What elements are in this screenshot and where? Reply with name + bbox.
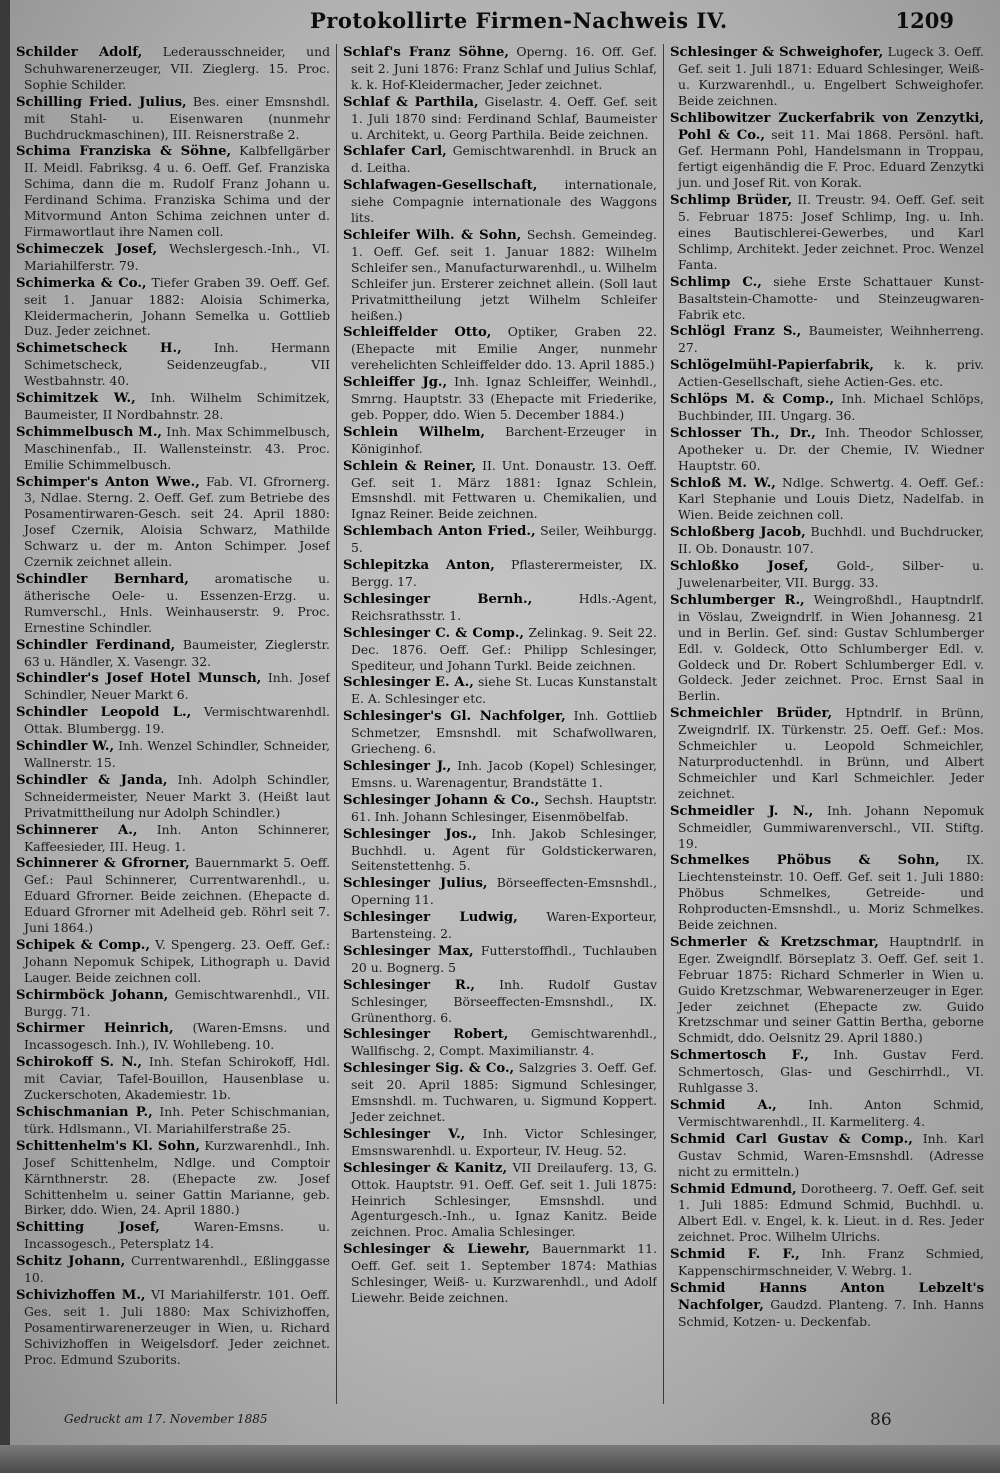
firm-name: Schmid F. F., <box>670 1247 800 1263</box>
firm-details: II. Unt. Donaustr. 13. Oeff. Gef. seit 1. März 1881: Ignaz Schlein, Emsnshdl. mit Fettwaren u. Chemikalien, und Ignaz Reiner. Beide zeichnen. <box>351 457 657 522</box>
directory-entry <box>16 571 330 636</box>
firm-name: Schipek & Comp., <box>16 937 150 953</box>
directory-entry <box>16 987 330 1020</box>
firm-name: Schloßberg Jacob, <box>670 525 806 541</box>
firm-name: Schloß M. W., <box>670 475 776 491</box>
firm-details: Gemischtwarenhdl. in Bruck an d. Leitha. <box>351 143 657 176</box>
directory-entry <box>670 1097 984 1130</box>
firm-details: Hdls.-Agent, Reichsrathsstr. 1. <box>351 590 657 623</box>
firm-name: Schindler & Janda, <box>16 772 168 788</box>
firm-name: Schinnerer & Gfrorner, <box>16 856 190 872</box>
firm-name: Schindler Leopold L., <box>16 705 192 721</box>
column-divider <box>663 44 664 1404</box>
firm-details: Inh. Franz Schmied, Kappenschirmschneider, V. Webrg. 1. <box>678 1246 984 1279</box>
directory-entry <box>343 708 657 757</box>
firm-name: Schmelkes Phöbus & Sohn, <box>670 853 940 869</box>
firm-name: Schlesinger E. A., <box>343 675 474 691</box>
firm-details: siehe Erste Schattauer Kunst-Basaltstein-Chamotte- und Steinzeugwaren-Fabrik etc. <box>678 273 984 322</box>
directory-entry <box>343 227 657 323</box>
firm-details: Zelinkag. 9. Seit 22. Dec. 1876. Oeff. Gef.: Philipp Schlesinger, Spediteur, und Johann Turkl. Beide zeichnen. <box>351 624 657 673</box>
firm-details: Seiler, Weihburgg. 5. <box>351 523 657 556</box>
firm-name: Schindler W., <box>16 739 115 755</box>
firm-details: Inh. Wilhelm Schimitzek, Baumeister, II Nordbahnstr. 28. <box>24 390 330 422</box>
directory-entry <box>343 977 657 1026</box>
firm-details: II. Treustr. 94. Oeff. Gef. seit 5. Februar 1875: Josef Schlimp, Ing. u. Inh. eines Bautischlerei-Gewerbes, und Karl Schlimp, Architekt. Jeder zeichnet. Proc. Wenzel Fanta. <box>678 192 984 272</box>
firm-details: Salzgries 3. Oeff. Gef. seit 20. April 1885: Sigmund Schlesinger, Emsnshdl. m. Tuchwaren, u. Sigmund Koppert. Jeder zeichnet. <box>351 1060 657 1124</box>
firm-details: Inh. Max Schimmelbusch, Maschinenfab., II. Wallensteinstr. 43. Proc. Emilie Schimmelbusch. <box>24 423 330 472</box>
firm-details: VI Mariahilferstr. 101. Oeff. Ges. seit 1. Juli 1880: Max Schivizhoffen, Posamentirwarenerzeuger in Wien, u. Richard Schivizhoffen in Weigelsdorf. Jeder zeichnet. Proc. Edmund Szuborits. <box>24 1286 330 1367</box>
firm-details: Inh. Anton Schinnerer, Kaffeesieder, III. Heug. 1. <box>24 821 330 854</box>
firm-details: seit 11. Mai 1868. Persönl. haft. Gef. Hermann Pohl, Handelsmann in Troppau, fertigt eigenhändig die F. Proc. Eduard Zenzytki jun. und Josef Rit. von Korak. <box>678 126 984 191</box>
directory-entry <box>670 934 984 1046</box>
directory-entry <box>16 1104 330 1137</box>
firm-name: Schmid Carl Gustav & Comp., <box>670 1131 913 1147</box>
directory-entry <box>16 44 330 93</box>
firm-name: Schmid Hanns Anton Lebzelt's Nachfolger, <box>670 1280 984 1313</box>
directory-entry <box>343 177 657 226</box>
firm-details: Inh. Jakob Schlesinger, Buchhdl. u. Agent für Goldstickerwaren, Seitenstettenhg. 5. <box>351 825 657 874</box>
print-date: Gedruckt am 17. November 1885 <box>64 1412 268 1426</box>
firm-details: internationale, siehe Compagnie internationale des Waggons lits. <box>351 177 657 226</box>
firm-name: Schlesinger Bernh., <box>343 591 533 607</box>
firm-details: Tiefer Graben 39. Oeff. Gef. seit 1. Januar 1882: Aloisia Schimerka, Kleidermacherin, Johann Semelka u. Gottlieb Duz. Jeder zeichnet. <box>24 274 330 339</box>
firm-name: Schlesinger Julius, <box>343 876 488 892</box>
firm-details: Inh. Anton Schmid, Vermischtwarenhdl., II. Karmeliterg. 4. <box>678 1097 984 1129</box>
directory-entry <box>343 374 657 423</box>
firm-details: Inh. Gustav Ferd. Schmertosch, Glas- und Geschirrhdl., VI. Ruhlgasse 3. <box>678 1047 984 1096</box>
firm-name: Schitting Josef, <box>16 1220 160 1236</box>
firm-details: Lederausschneider, und Schuhwarenerzeuger, VII. Zieglerg. 15. Proc. Sophie Schilder. <box>24 44 330 92</box>
directory-entry <box>343 674 657 707</box>
firm-details: Bes. einer Emsnshdl. mit Stahl- u. Eisenwaren (nunmehr Buchdruckmaschinen), III. Reisnerstraße 2. <box>24 93 330 142</box>
directory-entry <box>343 458 657 523</box>
directory-entry <box>343 1026 657 1059</box>
firm-name: Schlaf & Parthila, <box>343 94 479 110</box>
column-3 <box>670 44 984 1404</box>
directory-entry <box>16 1219 330 1252</box>
directory-entry <box>16 855 330 936</box>
firm-details: Gold-, Silber- u. Juwelenarbeiter, VII. Burgg. 33. <box>678 558 984 590</box>
firm-name: Schlögl Franz S., <box>670 324 802 340</box>
firm-name: Schima Franziska & Söhne, <box>16 144 232 160</box>
directory-entry <box>343 143 657 176</box>
firm-details: Inh. Victor Schlesinger, Emsnswarenhdl. u. Exporteur, IV. Heug. 52. <box>351 1125 657 1158</box>
directory-entry <box>343 1060 657 1125</box>
firm-name: Schlesinger C. & Comp., <box>343 625 525 641</box>
directory-entry <box>670 1280 984 1330</box>
firm-name: Schirokoff S. N., <box>16 1055 142 1071</box>
firm-details: IX. Liechtensteinstr. 10. Oeff. Gef. seit 1. Juli 1880: Phöbus Schmelkes, Getreide- und Rohproducten-Emsnshdl., u. Moriz Schmelkes. Beide zeichnen. <box>678 852 984 933</box>
firm-name: Schitz Johann, <box>16 1254 126 1270</box>
firm-name: Schindler Bernhard, <box>16 572 189 587</box>
page-header <box>0 6 1000 40</box>
directory-entry <box>16 1253 330 1286</box>
firm-name: Schloßko Josef, <box>670 559 809 575</box>
firm-name: Schlaf's Franz Söhne, <box>343 45 509 60</box>
firm-details: Kalbfellgärber II. Meidl. Fabriksg. 4 u. 6. Oeff. Gef. Franziska Schima, dann die m. Rudolf Franz Johann u. Ferdinand Schima. Franziska Schima und der Mitvormund Anton Schima zeichnen unter d. Firmawortlaut ihre Namen coll. <box>24 143 330 239</box>
directory-entry <box>343 94 657 143</box>
firm-details: Inh. Rudolf Gustav Schlesinger, Börseeffecten-Emsnshdl., IX. Grünenthorg. 6. <box>351 976 657 1025</box>
directory-entry <box>670 44 984 109</box>
firm-name: Schlafer Carl, <box>343 144 447 160</box>
firm-name: Schilder Adolf, <box>16 45 143 60</box>
firm-name: Schlesinger & Kanitz, <box>343 1160 508 1176</box>
directory-entry <box>670 274 984 323</box>
firm-name: Schmid Edmund, <box>670 1181 797 1197</box>
firm-name: Schittenhelm's Kl. Sohn, <box>16 1138 200 1154</box>
directory-entry <box>670 1047 984 1096</box>
directory-entry <box>16 1054 330 1103</box>
directory-entry <box>16 474 330 570</box>
firm-details: Giselastr. 4. Oeff. Gef. seit 1. Juli 1870 sind: Ferdinand Schlaf, Baumeister u. Architekt, u. Georg Parthila. Beide zeichnen. <box>351 93 657 142</box>
column-divider <box>336 44 337 1404</box>
firm-details: Barchent-Erzeuger in Königinhof. <box>351 423 657 456</box>
firm-details: Hptndrlf. in Brünn, Zweigndrlf. IX. Türkenstr. 25. Oeff. Gef.: Mos. Schmeichler u. Leopold Schmeichler, Naturproductenhdl. in Brünn, und Albert Schmeichler und Karl Schmeichler. Jeder zeichnet. <box>678 705 984 801</box>
firm-name: Schlepitzka Anton, <box>343 558 495 574</box>
firm-name: Schlesinger V., <box>343 1126 466 1142</box>
firm-name: Schlesinger Max, <box>343 943 474 959</box>
directory-entry <box>343 625 657 674</box>
firm-name: Schmertosch F., <box>670 1048 809 1064</box>
firm-name: Schlöps M. & Comp., <box>670 392 835 408</box>
firm-name: Schlesinger R., <box>343 977 476 993</box>
firm-name: Schlesinger Ludwig, <box>343 910 518 926</box>
directory-entry <box>670 524 984 557</box>
firm-details: Inh. Adolph Schindler, Schneidermeister, Neuer Markt 3. (Heißt laut Privatmittheilung nur Adolph Schindler.) <box>24 771 330 820</box>
firm-details: Sechsh. Gemeindeg. 1. Oeff. Gef. seit 1. Januar 1882: Wilhelm Schleifer sen., Manufacturwarenhdl., u. Wilhelm Schleifer jun. Ersterer zeichnet allein. (Soll laut Privatmittheilung jetzt Wilhelm Schleifer heißen.) <box>351 226 657 323</box>
firm-name: Schlesinger Sig. & Co., <box>343 1061 515 1077</box>
directory-entry <box>670 357 984 390</box>
firm-details: Dorotheerg. 7. Oeff. Gef. seit 1. Juli 1885: Edmund Schmid, Buchhdl. u. Albert Edl. v. Engel, k. k. Lieut. in d. Res. Jeder zeichnet. Proc. Wilhelm Ulrichs. <box>678 1180 984 1245</box>
firm-name: Schlesinger's Gl. Nachfolger, <box>343 709 566 725</box>
firm-details: Inh. Stefan Schirokoff, Hdl. mit Caviar, Tafel-Bouillon, Hausenblase u. Zuckerschoten, Akademiestr. 1b. <box>24 1054 330 1103</box>
firm-name: Schirmböck Johann, <box>16 987 169 1003</box>
directory-entry <box>16 738 330 771</box>
directory-entry <box>343 1241 657 1306</box>
directory-entry <box>343 792 657 825</box>
firm-details: Gaudzd. Planteng. 7. Inh. Hanns Schmid, Kotzen- u. Deckenfab. <box>678 1296 984 1329</box>
directory-entry <box>16 241 330 274</box>
directory-entry <box>670 1246 984 1279</box>
directory-entry <box>343 943 657 976</box>
firm-details: Lugeck 3. Oeff. Gef. seit 1. Juli 1871: Eduard Schlesinger, Weiß- u. Kurzwarenhdl., u. Engelbert Schweighofer. Beide zeichnen. <box>678 44 984 108</box>
directory-entry <box>16 704 330 737</box>
directory-entry <box>16 94 330 143</box>
firm-details: Inh. Peter Schischmanian, türk. Hdlsmann., VI. Mariahilferstraße 25. <box>24 1104 330 1136</box>
firm-name: Schimeczek Josef, <box>16 241 158 257</box>
directory-entry <box>16 1138 330 1219</box>
firm-name: Schlögelmühl-Papierfabrik, <box>670 358 874 374</box>
directory-entry <box>670 391 984 424</box>
directory-entry <box>670 110 984 192</box>
firm-name: Schimerka & Co., <box>16 275 147 291</box>
firm-name: Schmeichler Brüder, <box>670 706 833 722</box>
page-edge <box>0 0 10 1473</box>
firm-details: Inh. Wenzel Schindler, Schneider, Wallnerstr. 15. <box>24 738 330 770</box>
columns-container <box>16 44 984 1404</box>
firm-details: Waren-Exporteur, Bartensteing. 2. <box>351 909 657 942</box>
firm-details: Operng. 16. Off. Gef. seit 2. Juni 1876: Franz Schlaf und Julius Schlaf, k. k. Hof-Kleidermacher, Jeder zeichnet. <box>351 44 657 92</box>
firm-name: Schimmelbusch M., <box>16 424 163 440</box>
firm-details: Fab. VI. Gfrornerg. 3, Ndlae. Sterng. 2. Oeff. Gef. zum Betriebe des Posamentirwaren-Gesch. seit 24. April 1880: Josef Czernik, Aloisia Schwarz, Mathilde Schwarz u. der m. Anton Schimper. Josef Czernik zeichnet allein. <box>24 473 330 570</box>
directory-entry <box>670 803 984 852</box>
directory-entry <box>16 275 330 340</box>
directory-entry <box>670 475 984 524</box>
firm-name: Schlein & Reiner, <box>343 458 477 474</box>
directory-entry <box>343 424 657 457</box>
firm-name: Schlesinger & Schweighofer, <box>670 45 884 60</box>
firm-details: Optiker, Graben 22. (Ehepacte mit Emilie Anger, nunmehr verehelichten Schleiffelder ddo. 13. April 1885.) <box>351 324 657 373</box>
firm-name: Schlibowitzer Zuckerfabrik von Zenzytki, Pohl & Co., <box>670 110 984 143</box>
directory-entry <box>343 1126 657 1159</box>
firm-details: Waren-Emsns. u. Incassogesch., Petersplatz 14. <box>24 1219 330 1252</box>
firm-name: Schinnerer A., <box>16 822 138 838</box>
page-title: Protokollirte Firmen-Nachweis IV. <box>310 8 728 33</box>
firm-details: Börseeffecten-Emsnshdl., Operning 11. <box>351 875 657 908</box>
firm-details: Futterstoffhdl., Tuchlauben 20 u. Bognerg. 5 <box>351 942 657 975</box>
directory-entry <box>670 1131 984 1180</box>
firm-details: Currentwarenhdl., Eßlinggasse 10. <box>24 1253 330 1286</box>
directory-entry <box>16 637 330 670</box>
directory-entry <box>670 592 984 704</box>
firm-details: Wechslergesch.-Inh., VI. Mariahilferstr. 79. <box>24 240 330 273</box>
firm-name: Schimitzek W., <box>16 391 136 407</box>
firm-details: Inh. Johann Nepomuk Schmeidler, Gummiwarenverschl., VII. Stiftg. 19. <box>678 802 984 851</box>
firm-name: Schmeidler J. N., <box>670 803 814 819</box>
firm-details: Kurzwarenhdl., Inh. Josef Schittenhelm, Ndlge. und Comptoir Kärnthnerstr. 28. (Ehepacte zw. Josef Schittenhelm u. seiner Gattin Marianne, geb. Birker, ddo. Wien, 24. April 1880.) <box>24 1137 330 1218</box>
firm-name: Schirmer Heinrich, <box>16 1021 174 1037</box>
firm-name: Schischmanian P., <box>16 1105 153 1120</box>
firm-details: Inh. Karl Gustav Schmid, Waren-Emsnshdl. (Adresse nicht zu ermitteln.) <box>678 1130 984 1179</box>
directory-entry <box>343 826 657 875</box>
firm-name: Schlesinger Jos., <box>343 826 477 842</box>
firm-details: Sechsh. Hauptstr. 61. Inh. Johann Schlesinger, Eisenmöbelfab. <box>351 791 657 824</box>
firm-name: Schlesinger & Liewehr, <box>343 1242 530 1258</box>
firm-name: Schlafwagen-Gesellschaft, <box>343 178 538 194</box>
firm-details: Buchhdl. und Buchdrucker, II. Ob. Donaustr. 107. <box>678 524 984 557</box>
firm-details: Bauernmarkt 5. Oeff. Gef.: Paul Schinnerer, Currentwarenhdl., u. Eduard Gfrorner. Beide zeichnen. (Ehepacte d. Eduard Gfrorner mit Adelheid geb. Röhrl seit 7. Juni 1864.) <box>24 855 330 936</box>
scan-bottom-edge <box>0 1445 1000 1473</box>
signature-mark: 86 <box>870 1410 892 1430</box>
firm-name: Schlesinger J., <box>343 758 452 774</box>
firm-details: Weingroßhdl., Hauptndrlf. in Vöslau, Zweigndrlf. in Wien Johannesg. 21 und in Berlin. Gef. sind: Gustav Schlumberger Edl. v. Goldeck, Otto Schlumberger Edl. v. Goldeck und Dr. Robert Schlumberger Edl. v. Goldeck. Jeder zeichnet. Proc. Ernst Saal in Berlin. <box>678 591 984 704</box>
directory-entry <box>343 523 657 556</box>
firm-details: Inh. Ignaz Schleiffer, Weinhdl., Smrng. Hauptstr. 33 (Ehepacte mit Friederike, geb. Popper, ddo. Wien 5. December 1884.) <box>351 374 657 422</box>
firm-name: Schilling Fried. Julius, <box>16 94 187 110</box>
directory-entry <box>16 822 330 855</box>
firm-details: Inh. Jacob (Kopel) Schlesinger, Emsns. u. Warenagentur, Brandstätte 1. <box>351 757 657 790</box>
directory-entry <box>343 909 657 942</box>
firm-details: Bauernmarkt 11. Oeff. Gef. seit 1. September 1874: Mathias Schlesinger, Weiß- u. Kurzwarenhdl., und Adolf Liewehr. Beide zeichnen. <box>351 1241 657 1305</box>
directory-entry <box>343 758 657 791</box>
firm-name: Schindler's Josef Hotel Munsch, <box>16 671 262 687</box>
directory-entry <box>16 772 330 821</box>
firm-name: Schimetscheck H., <box>16 341 182 357</box>
firm-name: Schlembach Anton Fried., <box>343 524 536 540</box>
firm-details: Inh. Michael Schlöps, Buchbinder, III. Ungarg. 36. <box>678 391 984 423</box>
column-1 <box>16 44 330 1404</box>
directory-entry <box>16 1020 330 1053</box>
firm-name: Schleiffelder Otto, <box>343 325 492 341</box>
firm-details: siehe St. Lucas Kunstanstalt E. A. Schlesinger etc. <box>351 674 657 707</box>
firm-name: Schleifer Wilh. & Sohn, <box>343 227 522 243</box>
directory-entry <box>16 340 330 389</box>
directory-entry <box>343 875 657 908</box>
firm-name: Schmerler & Kretzschmar, <box>670 934 879 950</box>
directory-entry <box>670 425 984 474</box>
firm-name: Schimper's Anton Wwe., <box>16 474 200 490</box>
directory-entry <box>343 324 657 373</box>
column-2 <box>343 44 657 1404</box>
firm-name: Schmid A., <box>670 1098 777 1113</box>
firm-details: Inh. Josef Schindler, Neuer Markt 6. <box>24 670 330 703</box>
firm-details: VII Dreilauferg. 13, G. Ottok. Hauptstr. 91. Oeff. Gef. seit 1. Juli 1875: Heinrich Schlesinger, Emsnshdl. und Agenturgesch.-Inh., u. Ignaz Kanitz. Beide zeichnen. Proc. Amalia Schlesinger. <box>351 1159 657 1240</box>
firm-name: Schivizhoffen M., <box>16 1287 146 1303</box>
firm-details: Inh. Theodor Schlosser, Apotheker u. Dr. der Chemie, IV. Wiedner Hauptstr. 60. <box>678 424 984 473</box>
firm-name: Schlein Wilhelm, <box>343 424 486 440</box>
directory-entry <box>16 937 330 986</box>
firm-details: Inh. Hermann Schimetscheck, Seidenzeugfab., VII Westbahnstr. 40. <box>24 340 330 389</box>
firm-details: Gemischtwarenhdl., VII. Burgg. 71. <box>24 986 330 1019</box>
directory-entry <box>670 852 984 933</box>
directory-entry <box>670 323 984 356</box>
firm-details: Gemischtwarenhdl., Wallfischg. 2, Compt. Maximilianstr. 4. <box>351 1026 657 1059</box>
firm-name: Schlimp Brüder, <box>670 193 793 209</box>
directory-entry <box>670 558 984 591</box>
page-footer <box>0 1410 1000 1440</box>
directory-entry <box>670 192 984 273</box>
page-number: 1209 <box>895 8 954 33</box>
firm-details: Baumeister, Zieglerstr. 63 u. Händler, X. Vasengr. 32. <box>24 636 330 669</box>
firm-details: Vermischtwarenhdl. Ottak. Blumbergg. 19. <box>24 704 330 737</box>
firm-details: V. Spengerg. 23. Oeff. Gef.: Johann Nepomuk Schipek, Lithograph u. David Lauger. Beide zeichnen coll. <box>24 936 330 985</box>
firm-name: Schlesinger Robert, <box>343 1027 509 1043</box>
firm-details: k. k. priv. Actien-Gesellschaft, siehe Actien-Ges. etc. <box>678 357 984 390</box>
directory-entry <box>670 1181 984 1246</box>
directory-entry <box>343 44 657 93</box>
firm-name: Schleiffer Jg., <box>343 375 448 391</box>
firm-details: Hauptndrlf. in Eger. Zweigndlf. Börseplatz 3. Oeff. Gef. seit 1. Februar 1875: Richard Schmerler in Wien u. Guido Kretzschmar, Webwarenerzeuger in Eger. Jeder zeichnet (Ehepacte zw. Guido Kretzschmar und seiner Gattin Bertha, geborne Schmidt, ddo. Oelsnitz 29. April 1880.) <box>678 933 984 1046</box>
directory-entry <box>16 670 330 703</box>
firm-details: Inh. Gottlieb Schmetzer, Emsnshdl. mit Schafwollwaren, Griecheng. 6. <box>351 708 657 757</box>
directory-entry <box>343 1160 657 1241</box>
directory-entry <box>16 424 330 473</box>
directory-entry <box>343 591 657 624</box>
firm-name: Schlimp C., <box>670 274 762 290</box>
directory-entry <box>16 1287 330 1368</box>
firm-details: (Waren-Emsns. und Incassogesch. Inh.), IV. Wohllebeng. 10. <box>24 1020 330 1053</box>
firm-details: Ndlge. Schwertg. 4. Oeff. Gef.: Karl Stephanie und Louis Dietz, Nadelfab. in Wien. Beide zeichnen coll. <box>678 474 984 523</box>
firm-name: Schindler Ferdinand, <box>16 637 176 653</box>
firm-name: Schlosser Th., Dr., <box>670 425 816 441</box>
directory-entry <box>16 143 330 239</box>
firm-details: aromatische u. ätherische Oele- u. Essenzen-Erzg. u. Rumverschl., Hnls. Weinhauserstr. 9. Proc. Ernestine Schindler. <box>24 571 330 635</box>
directory-entry <box>343 557 657 590</box>
directory-entry <box>670 705 984 801</box>
directory-entry <box>16 390 330 423</box>
firm-details: Pflasterermeister, IX. Bergg. 17. <box>351 557 657 589</box>
firm-name: Schlumberger R., <box>670 592 805 608</box>
firm-details: Baumeister, Weihnherreng. 27. <box>678 323 984 356</box>
firm-name: Schlesinger Johann & Co., <box>343 792 540 808</box>
